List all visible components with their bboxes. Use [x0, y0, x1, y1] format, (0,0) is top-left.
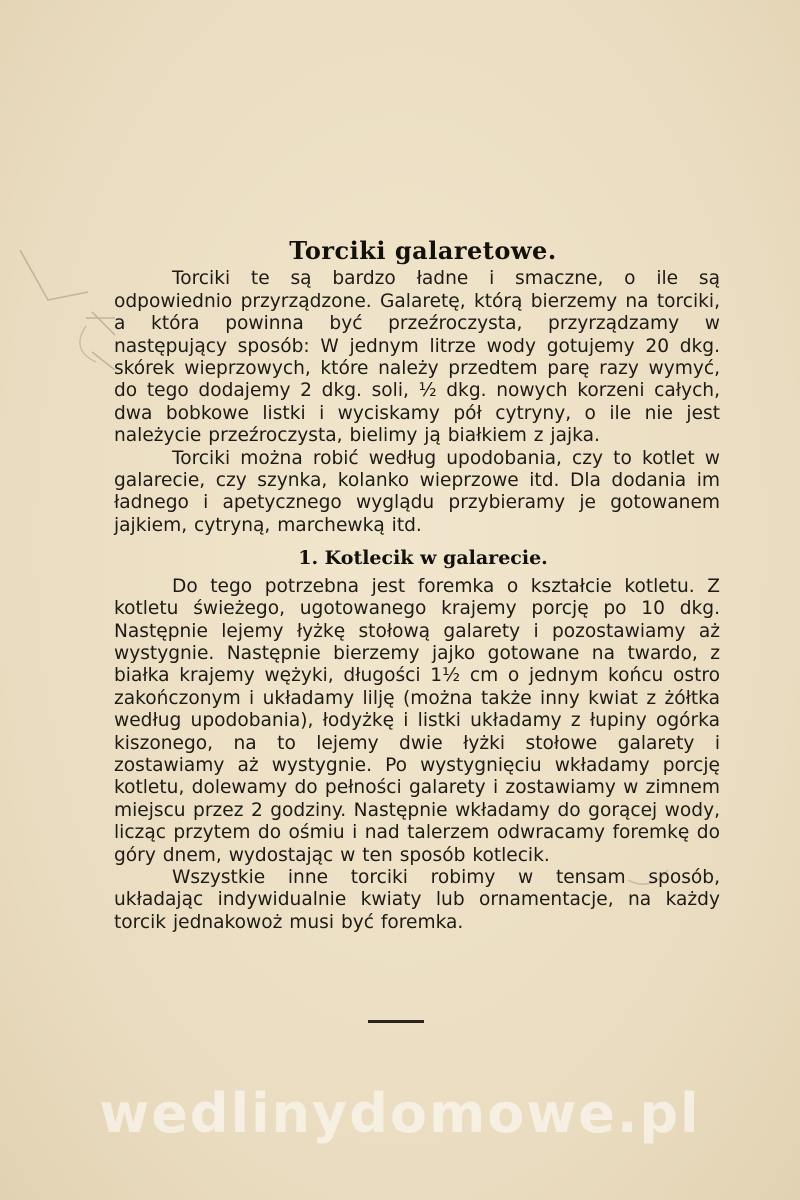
section-title: 1. Kotlecik w galarecie. — [298, 547, 548, 570]
intro-paragraph-2: Torciki można robić według upodobania, czy to kotlet w galarecie, czy szynka, kolanko wieprzowe itd. Dla dodania im ładnego i apetycznego wyglądu przybieramy je gotowanem jajkiem, cytryną, marchewką itd. — [114, 447, 720, 536]
section-paragraph-1: Do tego potrzebna jest foremka o kształcie kotletu. Z kotletu świeżego, ugotowanego krajemy porcję po 10 dkg. Następnie lejemy łyżkę stołową galarety i pozostawiamy aż wystygnie. Następnie bierzemy jajko gotowane na twardo, z białka krajemy wężyki, długości 1½ cm o jednym końcu ostro zakończonym i układamy lilję (można także inny kwiat z żółtka według upodobania), łodyżkę i listki układamy z łupiny ogórka kiszonego, na to lejemy dwie łyżki stołowe galarety i zostawiamy aż wystygnie. Po wystygnięciu wkładamy porcję kotletu, dolewamy do pełności galarety i zostawiamy w zimnem miejscu przez 2 godziny. Następnie wkładamy do gorącej wody, licząc przytem do ośmiu i nad talerzem odwracamy foremkę do góry dnem, wydostając w ten sposób kotlecik. — [114, 575, 720, 866]
watermark: wedlinydomowe.pl — [99, 1082, 701, 1145]
page-title: Torciki galaretowe. — [289, 236, 557, 265]
section-paragraph-2: Wszystkie inne torciki robimy w tensam sposób, układając indywidualnie kwiaty lub ornamentacje, na każdy torcik jednakowoż musi być foremka. — [114, 866, 720, 933]
page-content — [114, 236, 720, 934]
intro-paragraph-1: Torciki te są bardzo ładne i smaczne, o ile są odpowiednio przyrządzone. Galaretę, którą bierzemy na torciki, a która powinna być przeźroczysta, przyrządzamy w następujący sposób: W jednym litrze wody gotujemy 20 dkg. skórek wieprzowych, które należy przedtem parę razy wymyć, do tego dodajemy 2 dkg. soli, ½ dkg. nowych korzeni całych, dwa bobkowe listki i wyciskamy pół cytryny, o ile nie jest należycie przeźroczysta, bielimy ją białkiem z jajka. — [114, 268, 720, 447]
closing-rule — [368, 1020, 424, 1023]
margin-bracket-mark — [20, 250, 115, 370]
margin-loop-mark — [80, 326, 96, 362]
